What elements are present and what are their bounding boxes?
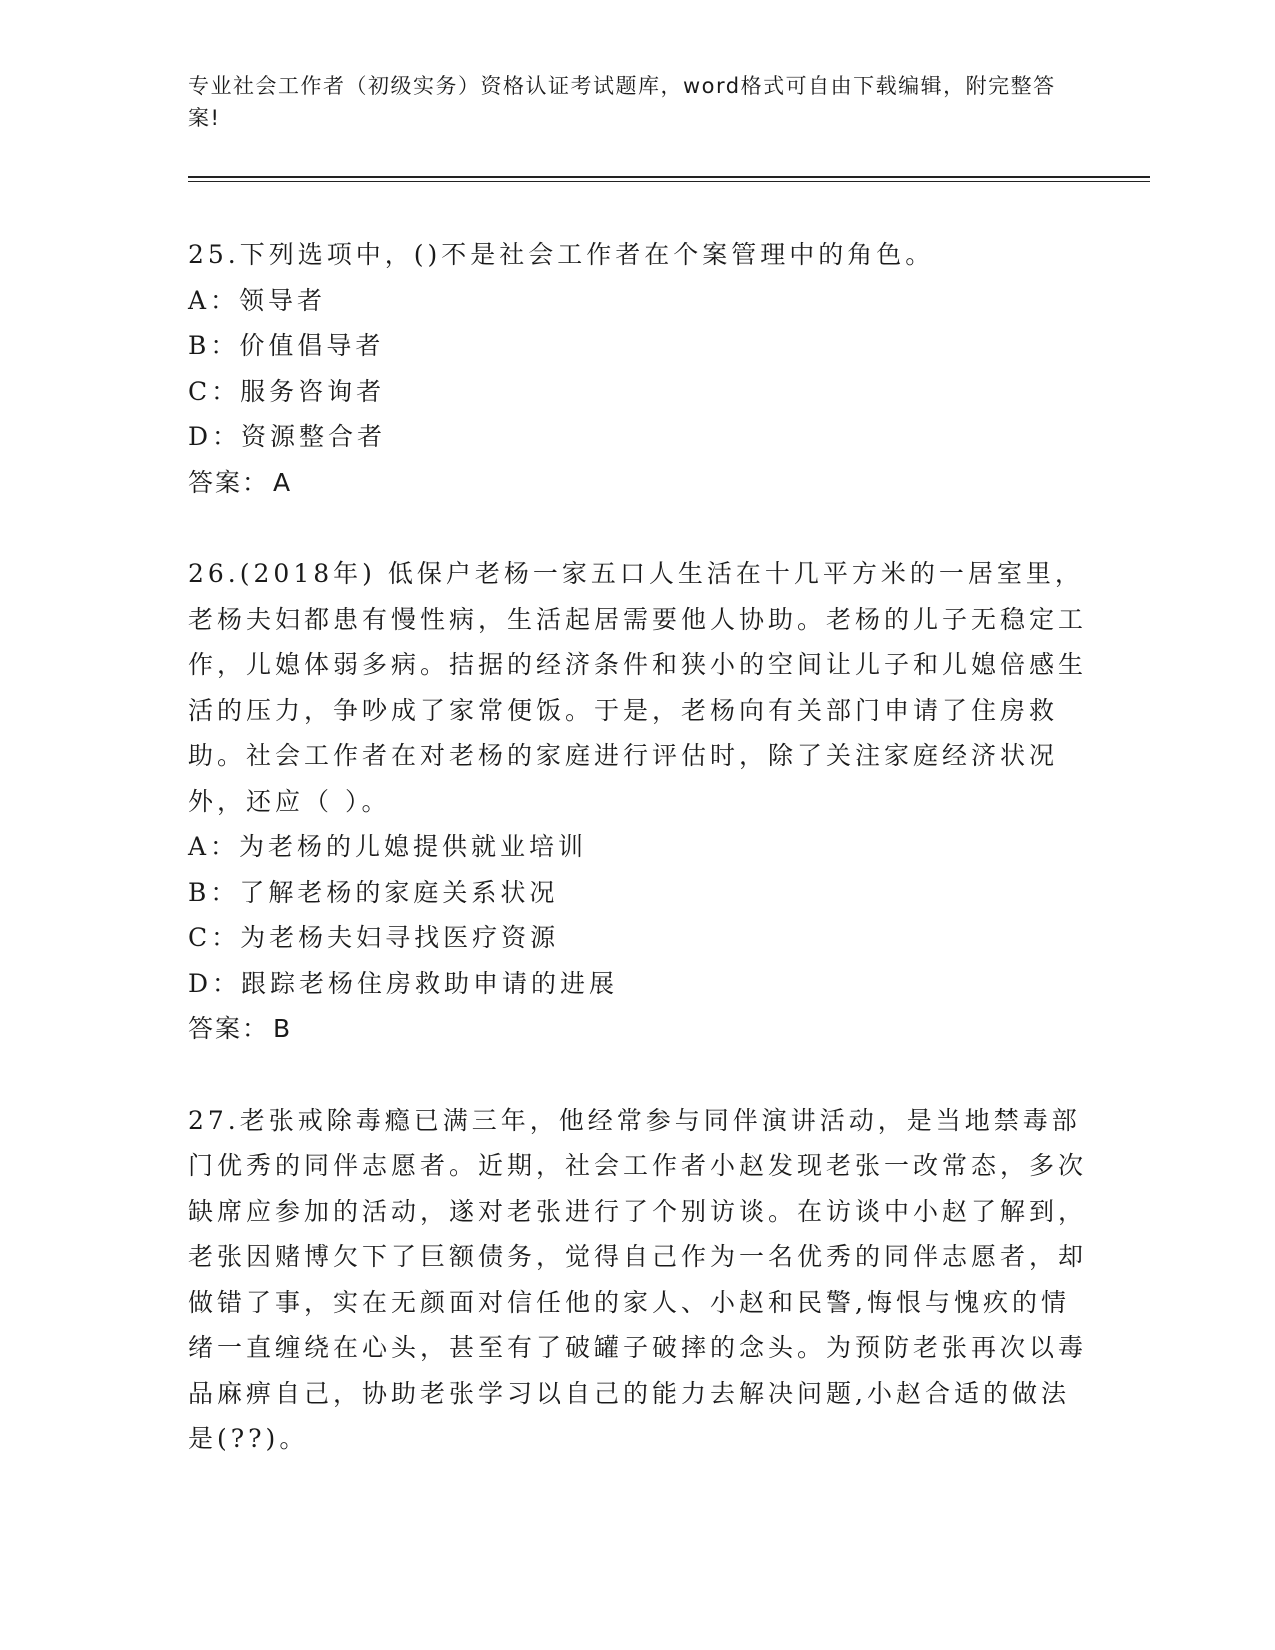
question-stem: 27.老张戒除毒瘾已满三年，他经常参与同伴演讲活动，是当地禁毒部门优秀的同伴志愿者。近期，社会工作者小赵发现老张一改常态，多次缺席应参加的活动，遂对老张进行了个别访谈。在访谈中小赵了解到，老张因赌博欠下了巨额债务，觉得自己作为一名优秀的同伴志愿者，却做错了事，实在无颜面对信任他的家人、小赵和民警,悔恨与愧疚的情绪一直缠绕在心头，甚至有了破罐子破摔的念头。为预防老张再次以毒品麻痹自己，协助老张学习以自己的能力去解决问题,小赵合适的做法是(??)。 [188, 1105, 1088, 1453]
answer-line [188, 460, 1088, 506]
option-b: B：了解老杨的家庭关系状况 [188, 877, 559, 907]
option-c: C：为老杨夫妇寻找医疗资源 [188, 923, 560, 952]
answer-value: A [273, 467, 293, 497]
option-d: D：跟踪老杨住房救助申请的进展 [188, 968, 619, 998]
question-stem: 26.(2018年) 低保户老杨一家五口人生活在十几平方米的一居室里，老杨夫妇都患有慢性病，生活起居需要他人协助。老杨的儿子无稳定工作，儿媳体弱多病。拮据的经济条件和狭小的空间让儿子和儿媳倍感生活的压力，争吵成了家常便饭。于是，老杨向有关部门申请了住房救助。社会工作者在对老杨的家庭进行评估时，除了关注家庭经济状况外，还应（ ）。 [188, 559, 1088, 816]
option-a: A：领导者 [188, 285, 327, 315]
question-26 [188, 551, 1088, 1052]
answer-label: 答案： [188, 467, 270, 497]
option-c: C：服务咨询者 [188, 376, 386, 406]
header-divider-thin [188, 181, 1150, 182]
option-d: D：资源整合者 [188, 422, 387, 451]
question-list [188, 232, 1088, 1508]
question-27 [188, 1098, 1088, 1462]
option-a: A：为老杨的儿媳提供就业培训 [188, 832, 588, 861]
question-25 [188, 232, 1088, 505]
answer-line [188, 1006, 1088, 1052]
answer-value: B [273, 1014, 293, 1043]
document-header [188, 70, 1068, 134]
header-title: 专业社会工作者（初级实务）资格认证考试题库，word格式可自由下载编辑，附完整答案! [188, 74, 1056, 130]
question-stem: 25.下列选项中，()不是社会工作者在个案管理中的角色。 [188, 240, 935, 269]
answer-label: 答案： [188, 1014, 270, 1043]
option-b: B：价值倡导者 [188, 331, 385, 360]
header-divider [188, 176, 1150, 178]
